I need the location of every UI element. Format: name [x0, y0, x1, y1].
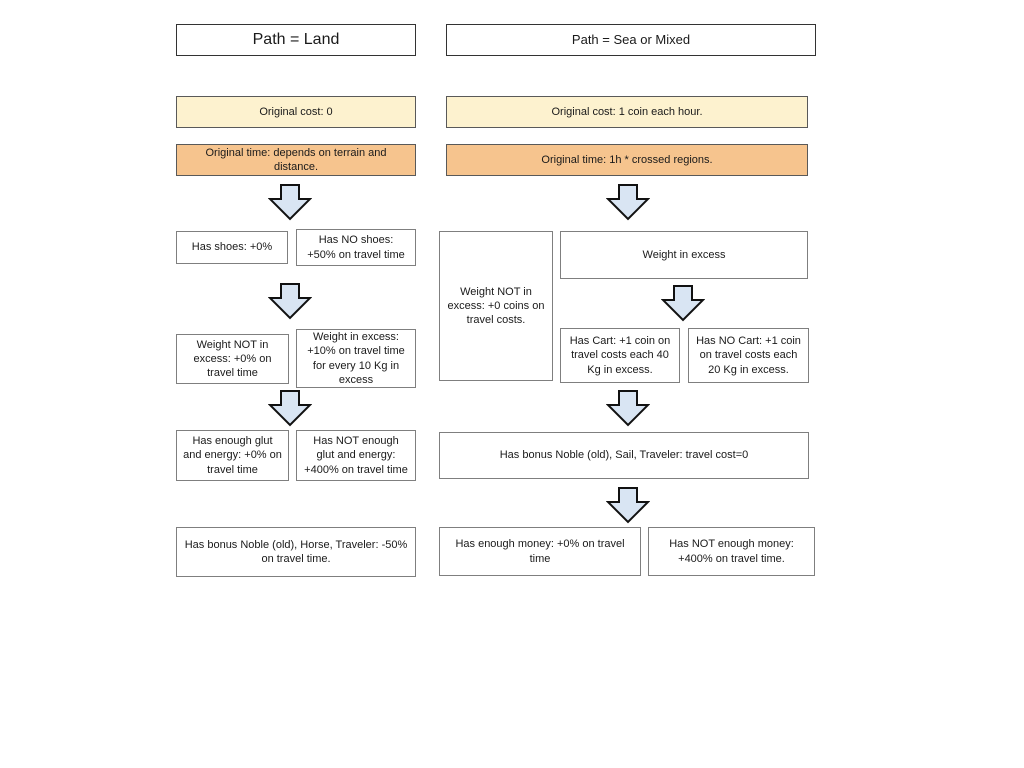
down-arrow-icon [661, 284, 705, 322]
land-header: Path = Land [176, 24, 416, 56]
sea-original-time-box: Original time: 1h * crossed regions. [446, 144, 808, 176]
sea-money-ok-box: Has enough money: +0% on travel time [439, 527, 641, 576]
sea-money-no-box: Has NOT enough money: +400% on travel time. [648, 527, 815, 576]
down-arrow-icon [268, 183, 312, 221]
land-no-shoes-box: Has NO shoes: +50% on travel time [296, 229, 416, 266]
down-arrow-icon [268, 282, 312, 320]
land-glut-ok-box: Has enough glut and energy: +0% on travel time [176, 430, 289, 481]
down-arrow-icon [606, 183, 650, 221]
land-original-time-box: Original time: depends on terrain and distance. [176, 144, 416, 176]
sea-original-cost-box: Original cost: 1 coin each hour. [446, 96, 808, 128]
down-arrow-icon [606, 389, 650, 427]
sea-bonus-box: Has bonus Noble (old), Sail, Traveler: travel cost=0 [439, 432, 809, 479]
sea-weight-ok-box: Weight NOT in excess: +0 coins on travel costs. [439, 231, 553, 381]
sea-has-cart-box: Has Cart: +1 coin on travel costs each 40 Kg in excess. [560, 328, 680, 383]
land-weight-excess-box: Weight in excess: +10% on travel time for every 10 Kg in excess [296, 329, 416, 388]
land-weight-ok-box: Weight NOT in excess: +0% on travel time [176, 334, 289, 384]
down-arrow-icon [606, 486, 650, 524]
sea-no-cart-box: Has NO Cart: +1 coin on travel costs each 20 Kg in excess. [688, 328, 809, 383]
land-glut-no-box: Has NOT enough glut and energy: +400% on travel time [296, 430, 416, 481]
land-bonus-box: Has bonus Noble (old), Horse, Traveler: -50% on travel time. [176, 527, 416, 577]
land-has-shoes-box: Has shoes: +0% [176, 231, 288, 264]
sea-header: Path = Sea or Mixed [446, 24, 816, 56]
sea-weight-excess-box: Weight in excess [560, 231, 808, 279]
land-original-cost-box: Original cost: 0 [176, 96, 416, 128]
down-arrow-icon [268, 389, 312, 427]
